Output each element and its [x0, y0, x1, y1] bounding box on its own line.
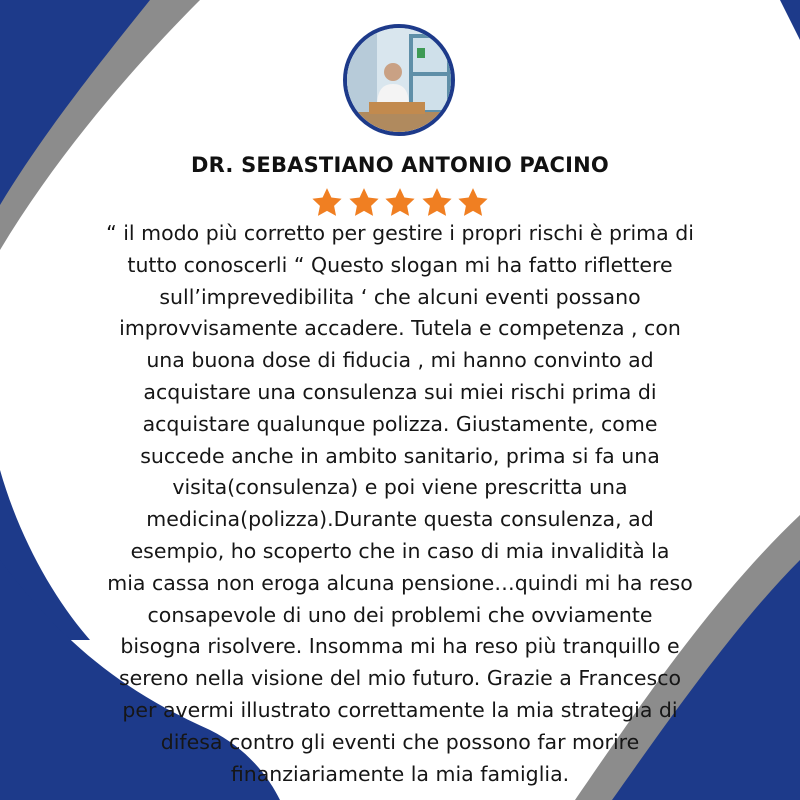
testimonial-line: esempio, ho scoperto che in caso di mia invalidità la [130, 538, 670, 563]
testimonial-line: visita(consulenza) e poi viene prescritta una [172, 475, 628, 500]
testimonial-line: per avermi illustrato correttamente la mia strategia di [122, 697, 678, 722]
star-icon [420, 186, 454, 220]
testimonial-line: consapevole di uno dei problemi che ovviamente [147, 602, 653, 627]
testimonial-line: bisogna risolvere. Insomma mi ha reso più tranquillo e [120, 634, 680, 659]
testimonial-line: tutto conoscerli “ Questo slogan mi ha fatto riflettere [127, 252, 673, 277]
testimonial-line: medicina(polizza).Durante questa consulenza, ad [146, 507, 654, 532]
testimonial-line: mia cassa non eroga alcuna pensione…quindi mi ha reso [107, 570, 693, 595]
testimonial-line: improvvisamente accadere. Tutela e competenza , con [119, 316, 681, 341]
top-right-navy-shape [780, 0, 800, 40]
testimonial-line: acquistare qualunque polizza. Giustamente, come [142, 411, 658, 436]
testimonial-line: “ il modo più corretto per gestire i propri rischi è prima di [106, 221, 694, 245]
testimonial-line: acquistare una consulenza sui miei rischi prima di [143, 379, 657, 404]
star-icon [347, 186, 381, 220]
testimonial-text [50, 218, 750, 790]
reviewer-name: DR. SEBASTIANO ANTONIO PACINO [191, 153, 609, 177]
testimonial-line: sereno nella visione del mio futuro. Grazie a Francesco [118, 666, 682, 691]
testimonial-line: sull’imprevedibilita ‘ che alcuni eventi possano [159, 284, 641, 309]
star-rating [310, 186, 490, 220]
reviewer-avatar [343, 24, 455, 136]
star-icon [383, 186, 417, 220]
person-photo-icon [347, 28, 451, 132]
star-icon [310, 186, 344, 220]
star-icon [456, 186, 490, 220]
testimonial-line: finanziariamente la mia famiglia. [230, 761, 570, 786]
testimonial-line: difesa contro gli eventi che possono far morire [160, 729, 640, 754]
testimonial-line: succede anche in ambito sanitario, prima si fa una [140, 443, 660, 468]
testimonial-line: una buona dose di fiducia , mi hanno convinto ad [146, 348, 654, 373]
